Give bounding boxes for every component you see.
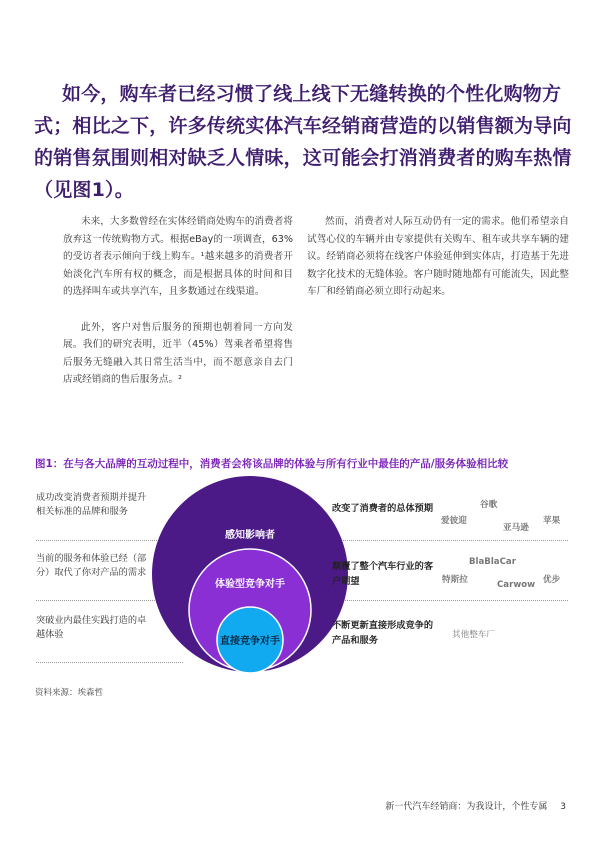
left-label-perceived: 成功改变消费者预期并提升相关标准的品牌和服务 <box>36 492 147 517</box>
brand-apple: 苹果 <box>543 516 561 526</box>
right-text-column <box>307 213 569 319</box>
figure-title: 图1：在与各大品牌的互动过程中，消费者会将该品牌的体验与所有行业中最佳的产品/服务体验相比较 <box>35 458 509 470</box>
left-label-direct: 突破业内最佳实践打造的卓越体验 <box>36 615 147 640</box>
brand-carwow: Carwow <box>497 580 536 590</box>
brand-blablacar: BlaBlaCar <box>469 557 516 567</box>
brand-amazon: 亚马逊 <box>503 523 529 533</box>
right-divider <box>323 600 568 601</box>
left-text-column <box>63 213 293 407</box>
paragraph: 未来，大多数曾经在实体经销商处购车的消费者将放弃这一传统购物方式。根据eBay的一项调查，63%的受访者表示倾向于线上购车。¹越来越多的消费者开始淡化汽车所有权的概念，而是根据具体的时间和目的选择叫车或共享汽车，且多数通过在线渠道。 <box>63 216 293 297</box>
page-number: 3 <box>560 802 566 812</box>
headline: 如今，购车者已经习惯了线上线下无缝转换的个性化购物方式；相比之下，许多传统实体汽车经销商营造的以销售额为导向的销售氛围则相对缺乏人情味，这可能会打消消费者的购车热情（见图1）。 <box>34 83 572 201</box>
figure-source: 资料来源：埃森哲 <box>35 688 104 698</box>
paragraph: 然而，消费者对人际互动仍有一定的需求。他们希望亲自试驾心仪的车辆并由专家提供有关购车、租车或共享车辆的建议。经销商必须将在线客户体验延伸到实体店，打造基于先进数字化技术的无缝体验。客户随时随地都有可能流失，因此整车厂和经销商必须立即行动起来。 <box>307 216 569 297</box>
footer-text: 新一代汽车经销商：为我设计，个性专属 <box>385 802 548 812</box>
left-label-experiential: 当前的服务和体验已经（部分）取代了你对产品的需求 <box>36 553 147 578</box>
circle-label-perceived: 感知影响者 <box>225 530 275 541</box>
brand-tesla: 特斯拉 <box>442 575 468 585</box>
right-divider <box>323 540 568 541</box>
right-label-experiential: 颠覆了整个汽车行业的客户期望 <box>332 561 434 587</box>
brand-uber: 优步 <box>543 575 561 585</box>
brand-other-oems: 其他整车厂 <box>452 630 495 640</box>
circle-label-experiential: 体验型竞争对手 <box>215 579 285 590</box>
circle-label-direct: 直接竞争对手 <box>220 636 280 647</box>
brand-airbnb: 爱彼迎 <box>441 516 467 526</box>
brand-google: 谷歌 <box>480 500 498 510</box>
paragraph: 此外，客户对售后服务的预期也朝着同一方向发展。我们的研究表明，近半（45%）驾乘者希望将售后服务无缝融入其日常生活当中，而不愿意亲自去门店或经销商的售后服务点。² <box>63 321 293 385</box>
right-label-direct: 不断更新直接形成竞争的产品和服务 <box>332 620 434 646</box>
page-footer <box>385 799 566 812</box>
right-label-perceived: 改变了消费者的总体预期 <box>332 503 434 514</box>
